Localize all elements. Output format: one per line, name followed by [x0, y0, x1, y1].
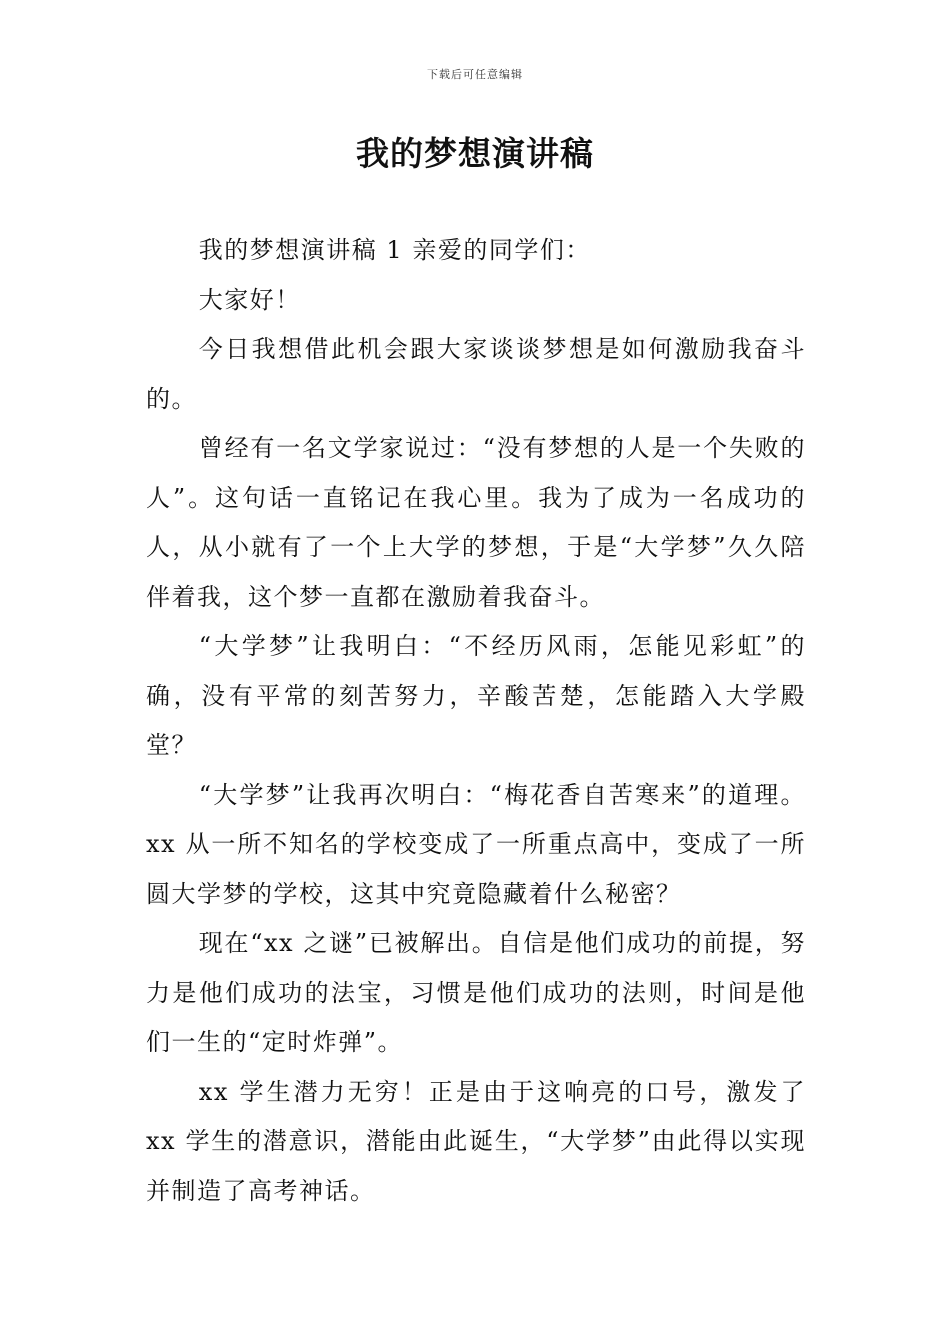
- paragraph-hello: 大家好！: [198, 285, 301, 314]
- document-body: [146, 226, 806, 1216]
- header-note: 下载后可任意编辑: [427, 68, 523, 81]
- paragraph-rainbow: “大学梦”让我明白：“不经历风雨，怎能见彩虹”的确，没有平常的刻苦努力，辛酸苦楚，怎能踏入大学殿堂？: [146, 632, 806, 759]
- paragraph-intro: 今日我想借此机会跟大家谈谈梦想是如何激励我奋斗的。: [146, 335, 806, 413]
- document-title: 我的梦想演讲稿: [356, 134, 594, 173]
- paragraph-potential: xx 学生潜力无穷！正是由于这响亮的口号，激发了 xx 学生的潜意识，潜能由此诞生，“大学梦”由此得以实现并制造了高考神话。: [146, 1077, 806, 1205]
- paragraph-mystery-solved: 现在“xx 之谜”已被解出。自信是他们成功的前提，努力是他们成功的法宝，习惯是他们成功的法则，时间是他们一生的“定时炸弹”。: [146, 929, 806, 1056]
- paragraph-quote: 曾经有一名文学家说过：“没有梦想的人是一个失败的人”。这句话一直铭记在我心里。我为了成为一名成功的人，从小就有了一个上大学的梦想，于是“大学梦”久久陪伴着我，这个梦一直都在激励着我奋斗。: [146, 434, 806, 611]
- paragraph-greeting: 我的梦想演讲稿 1 亲爱的同学们：: [198, 236, 591, 264]
- paragraph-plum-blossom: “大学梦”让我再次明白：“梅花香自苦寒来”的道理。xx 从一所不知名的学校变成了一所重点高中，变成了一所圆大学梦的学校，这其中究竟隐藏着什么秘密？: [146, 780, 806, 908]
